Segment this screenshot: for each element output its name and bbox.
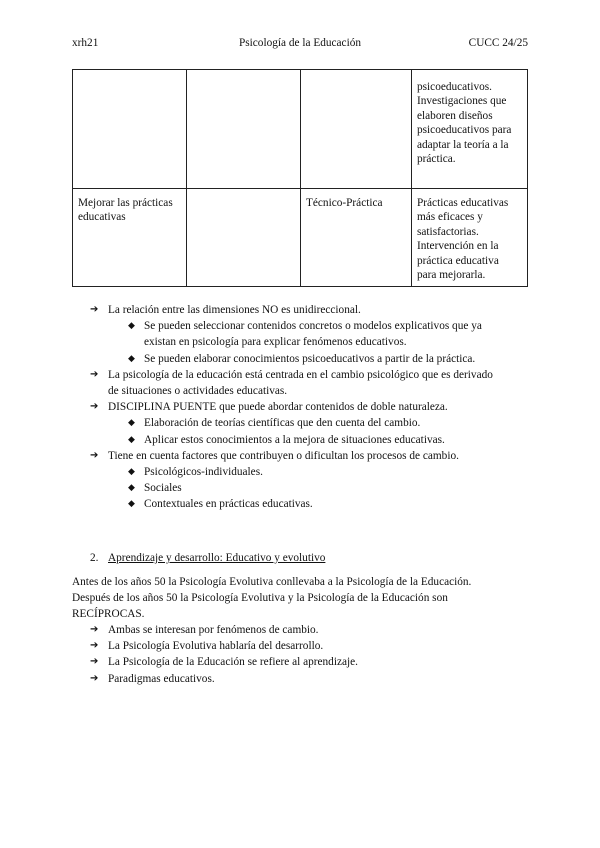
header-left: xrh21 bbox=[72, 37, 99, 49]
list-item-text: La relación entre las dimensiones NO es unidireccional. bbox=[108, 304, 361, 316]
cell-line: elaboren diseños bbox=[417, 109, 493, 122]
list-item-text: Paradigmas educativos. bbox=[108, 672, 215, 685]
header-right: CUCC 24/25 bbox=[468, 37, 528, 49]
section-number: 2. bbox=[90, 552, 99, 564]
list-item-text: de situaciones o actividades educativas. bbox=[108, 384, 288, 397]
table-cell bbox=[301, 70, 412, 189]
list-item-text: La Psicología Evolutiva hablaría del desarrollo. bbox=[108, 640, 324, 653]
diamond-icon: ◆ bbox=[128, 499, 135, 510]
list-item-text: Aplicar estos conocimientos a la mejora de situaciones educativas. bbox=[144, 433, 445, 446]
list-item bbox=[72, 399, 532, 415]
list-item-text: Tiene en cuenta factores que contribuyen o dificultan los procesos de cambio. bbox=[108, 449, 459, 462]
cell-line: Mejorar las prácticas bbox=[78, 197, 173, 209]
cell-line: Prácticas educativas bbox=[417, 197, 509, 209]
list-item-text: Se pueden seleccionar contenidos concretos o modelos explicativos que ya bbox=[144, 320, 482, 333]
cell-line: Intervención en la bbox=[417, 240, 499, 253]
header-title: Psicología de la Educación bbox=[238, 37, 362, 49]
table-cell bbox=[412, 189, 528, 287]
arrow-icon: ➔ bbox=[90, 449, 99, 461]
table-row bbox=[73, 189, 528, 287]
list-item-continuation bbox=[72, 383, 532, 399]
list-item-text: La psicología de la educación está centrada en el cambio psicológico que es derivado bbox=[108, 368, 493, 381]
cell-line: más eficaces y bbox=[417, 211, 483, 224]
list-item-text: Elaboración de teorías científicas que den cuenta del cambio. bbox=[144, 417, 421, 430]
list-item bbox=[72, 480, 532, 496]
list-item-text: Psicológicos-individuales. bbox=[144, 465, 263, 478]
list-item-text: Se pueden elaborar conocimientos psicoeducativos a partir de la práctica. bbox=[144, 352, 476, 365]
cell-line: psicoeducativos. bbox=[417, 81, 492, 93]
list-item-text: Sociales bbox=[144, 482, 182, 495]
cell-line: Investigaciones que bbox=[417, 95, 507, 108]
list-item-text: Contextuales en prácticas educativas. bbox=[144, 498, 313, 511]
diamond-icon: ◆ bbox=[128, 434, 135, 445]
cell-line: práctica. bbox=[417, 153, 456, 166]
bullet-list bbox=[72, 302, 532, 512]
cell-line: Técnico-Práctica bbox=[306, 197, 383, 209]
diamond-icon: ◆ bbox=[128, 353, 135, 364]
dimensions-table bbox=[72, 69, 528, 287]
list-item bbox=[72, 622, 532, 638]
list-item-text: existan en psicología para explicar fenómenos educativos. bbox=[144, 336, 407, 349]
arrow-icon: ➔ bbox=[90, 672, 99, 684]
section-heading bbox=[72, 550, 532, 566]
table-cell bbox=[73, 70, 187, 189]
list-item bbox=[72, 464, 532, 480]
diamond-icon: ◆ bbox=[128, 466, 135, 477]
list-item-text: La Psicología de la Educación se refiere al aprendizaje. bbox=[108, 656, 358, 669]
list-item-text: Ambas se interesan por fenómenos de cambio. bbox=[108, 624, 319, 636]
cell-line: psicoeducativos para bbox=[417, 124, 512, 137]
arrow-icon: ➔ bbox=[90, 640, 99, 652]
cell-line: educativas bbox=[78, 211, 126, 224]
table-row bbox=[73, 70, 528, 189]
table-cell bbox=[301, 189, 412, 287]
arrow-icon: ➔ bbox=[90, 304, 99, 315]
table-cell bbox=[187, 70, 301, 189]
numbered-heading bbox=[72, 550, 532, 566]
arrow-icon: ➔ bbox=[90, 624, 99, 635]
list-item bbox=[72, 638, 532, 654]
list-item bbox=[72, 318, 532, 334]
cell-line: adaptar la teoría a la bbox=[417, 138, 509, 151]
list-item bbox=[72, 367, 532, 383]
table-cell bbox=[73, 189, 187, 287]
list-item-continuation bbox=[72, 334, 532, 350]
list-item bbox=[72, 448, 532, 464]
diamond-icon: ◆ bbox=[128, 418, 135, 429]
list-item bbox=[72, 351, 532, 367]
arrow-icon: ➔ bbox=[90, 656, 99, 668]
list-item bbox=[72, 654, 532, 670]
list-item-text: DISCIPLINA PUENTE que puede abordar contenidos de doble naturaleza. bbox=[108, 401, 448, 414]
paragraph-line: RECÍPROCAS. bbox=[72, 608, 145, 620]
paragraph-line: Después de los años 50 la Psicología Evolutiva y la Psicología de la Educación son bbox=[72, 592, 448, 604]
list-item bbox=[72, 496, 532, 512]
section-body bbox=[72, 574, 532, 687]
diamond-icon: ◆ bbox=[128, 483, 135, 494]
list-item bbox=[72, 415, 532, 431]
list-item bbox=[72, 671, 532, 687]
arrow-icon: ➔ bbox=[90, 401, 99, 413]
table-cell bbox=[412, 70, 528, 189]
paragraph-line: Antes de los años 50 la Psicología Evolutiva conllevaba a la Psicología de la Educación. bbox=[72, 576, 472, 588]
arrow-icon: ➔ bbox=[90, 368, 99, 380]
cell-line: para mejorarla. bbox=[417, 269, 486, 282]
table-cell bbox=[187, 189, 301, 287]
section-title: Aprendizaje y desarrollo: Educativo y evolutivo bbox=[108, 552, 326, 564]
list-item bbox=[72, 302, 532, 318]
diamond-icon: ◆ bbox=[128, 321, 135, 332]
list-item bbox=[72, 432, 532, 448]
cell-line: práctica educativa bbox=[417, 254, 499, 267]
cell-line: satisfactorias. bbox=[417, 225, 479, 238]
